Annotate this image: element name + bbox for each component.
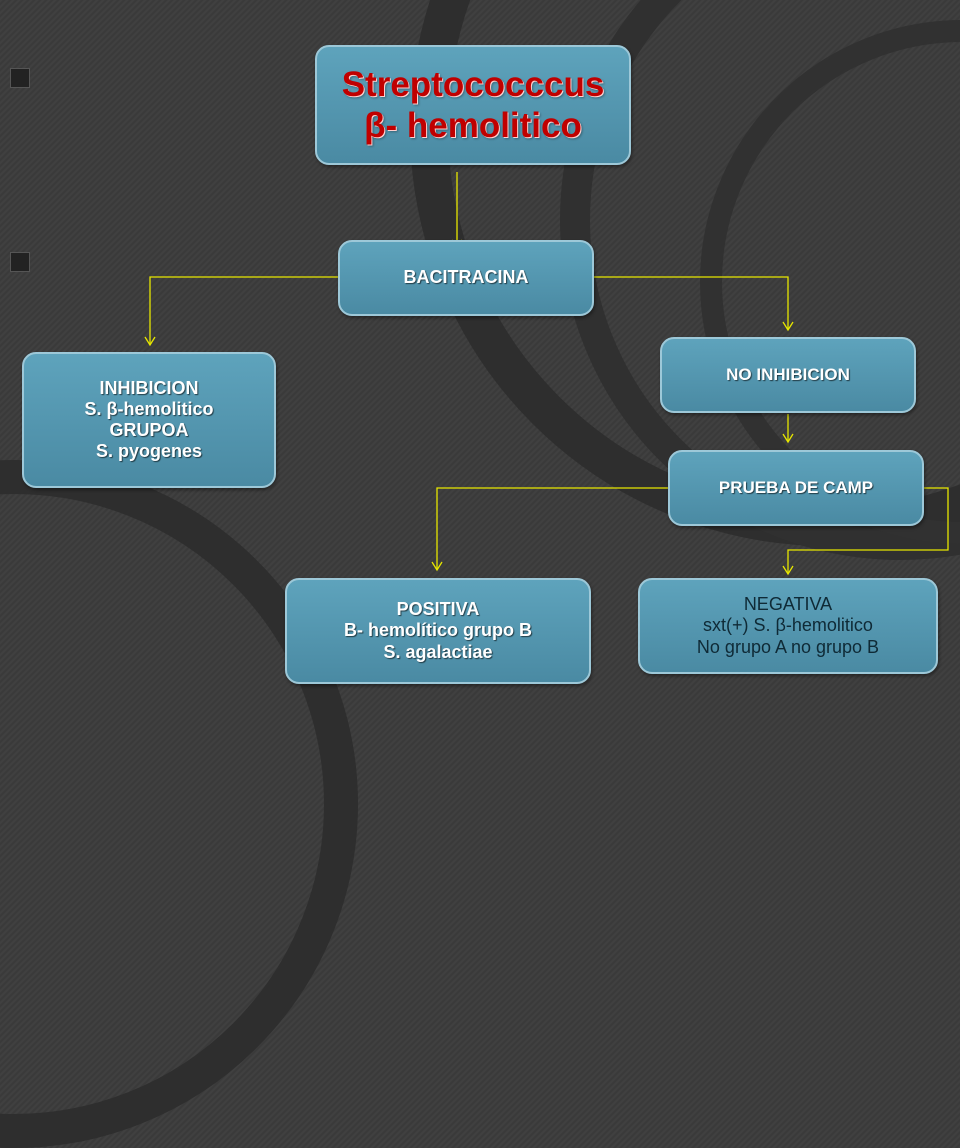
node-inhibicion-line2: S. β-hemolitico <box>84 398 214 419</box>
node-inhibicion-line3: GRUPOA <box>109 420 189 440</box>
node-inhibicion <box>22 352 276 488</box>
node-no-inhibicion <box>660 337 916 413</box>
connector-camp-positiva <box>437 488 668 570</box>
node-negativa-line2: sxt(+) S. β-hemolitico <box>703 615 873 636</box>
node-inhibicion-line1: INHIBICION <box>99 377 199 398</box>
node-positiva-line2: B- hemolítico grupo B <box>344 620 532 641</box>
node-positiva-line1: POSITIVA <box>396 599 480 620</box>
connector-bacitracina-inhibicion <box>150 277 338 345</box>
node-bacitracina <box>338 240 594 316</box>
node-bacitracina-label: BACITRACINA <box>403 267 529 288</box>
node-prueba-camp-label: PRUEBA DE CAMP <box>718 477 874 497</box>
connector-bacitracina-no-inhibicion <box>594 277 788 330</box>
node-streptococcus-line1: Streptococccus <box>341 64 605 104</box>
node-streptococcus-line2: β- hemolitico <box>364 106 582 145</box>
node-positiva-line3: S. agalactiae <box>383 641 493 662</box>
node-inhibicion-line4: S. pyogenes <box>95 441 203 462</box>
node-prueba-camp <box>668 450 924 526</box>
node-negativa-line1: NEGATIVA <box>743 594 833 615</box>
node-positiva <box>285 578 591 684</box>
node-streptococcus <box>315 45 631 165</box>
node-no-inhibicion-label: NO INHIBICION <box>726 364 850 384</box>
node-negativa <box>638 578 938 674</box>
node-negativa-line3: No grupo A no grupo B <box>696 636 880 657</box>
